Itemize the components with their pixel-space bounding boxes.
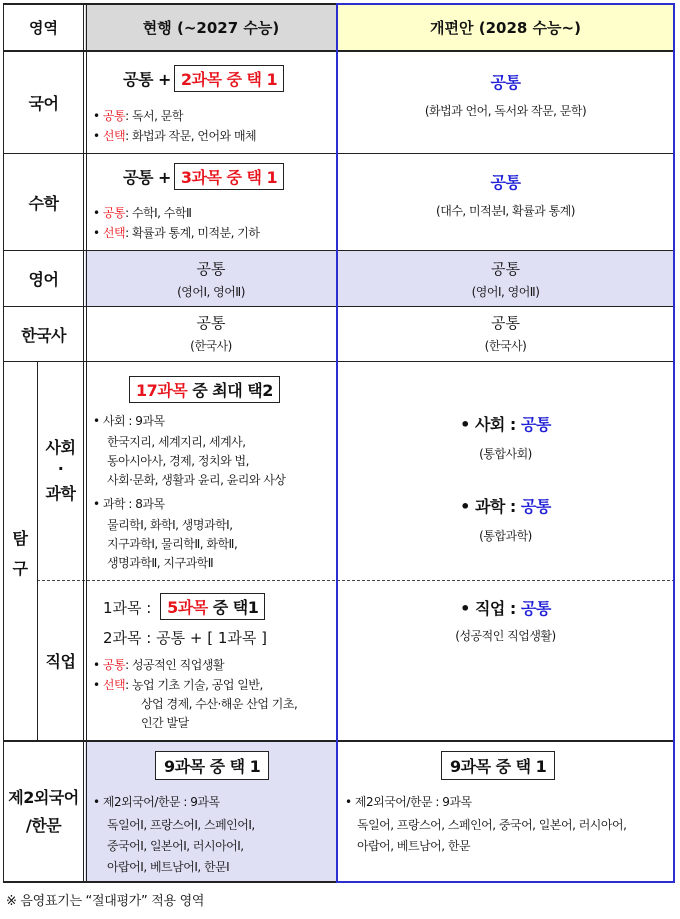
voc-elective-line-2: 상업 경제, 수산·해운 산업 기초, [141,697,298,711]
korean-current-title: 공통 + 2과목 중 택 1 [123,65,284,92]
science-head: • 과학 : 8과목 [93,497,165,511]
history-label: 한국사 [21,325,66,345]
foreign-reform-box: 9과목 중 택 1 [441,751,555,780]
history-reform-sub: (한국사) [484,338,527,353]
english-current-sub: (영어Ⅰ, 영어Ⅱ) [177,284,245,299]
voc-elective-line-3: 인간 발달 [141,716,189,730]
soc-sci-label-3: 과학 [45,483,76,503]
foreign-current-line-2: 중국어Ⅰ, 일본어Ⅰ, 러시아어Ⅰ, [107,839,244,853]
header-reform: 개편안 (2028 수능~) [430,18,581,37]
math-reform-sub: (대수, 미적분Ⅰ, 확률과 통계) [436,203,575,218]
history-current-sub: (한국사) [190,338,232,353]
voc-reform-sub: (성공적인 직업생활) [455,628,556,643]
science-line-1: 물리학Ⅰ, 화학Ⅰ, 생명과학Ⅰ, [107,518,233,532]
footnote: ※ 음영표기는 “절대평가” 적용 영역 [6,894,205,909]
math-current-common: • 공통: 수학Ⅰ, 수학Ⅱ [93,206,192,220]
social-line-1: 한국지리, 세계지리, 세계사, [107,435,246,449]
foreign-label-2: /한문 [25,815,62,835]
korean-reform-title: 공통 [490,72,521,92]
english-reform-sub: (영어Ⅰ, 영어Ⅱ) [471,284,540,299]
korean-current-elective: • 선택: 화법과 작문, 언어와 매체 [93,129,257,143]
foreign-current-line-3: 아랍어Ⅰ, 베트남어Ⅰ, 한문Ⅰ [107,860,230,874]
foreign-reform-line-2: 아랍어, 베트남어, 한문 [357,839,471,853]
history-current-title: 공통 [196,313,226,332]
soc-reform-title: • 사회 : 공통 [460,414,551,434]
korean-label: 국어 [28,94,59,113]
voc-common: • 공통: 성공적인 직업생활 [93,658,225,672]
foreign-current-box: 9과목 중 택 1 [155,751,269,780]
social-head: • 사회 : 9과목 [93,414,165,428]
voc-reform-title: • 직업 : 공통 [460,598,551,618]
voc-line1: 1과목 : 5과목 중 택1 [103,593,265,620]
math-current-elective: • 선택: 확률과 통계, 미적분, 기하 [93,226,260,240]
voc-elective: • 선택: 농업 기초 기술, 공업 일반, [93,678,263,692]
korean-current-common: • 공통: 독서, 문학 [93,109,183,123]
soc-sci-label-1: 사회 [45,437,76,457]
sci-reform-title: • 과학 : 공통 [460,496,551,516]
math-reform-title: 공통 [490,172,521,192]
english-reform-title: 공통 [491,259,520,278]
social-line-3: 사회·문화, 생활과 윤리, 윤리와 사상 [107,473,286,487]
foreign-label-1: 제2외국어 [8,787,79,807]
inquiry-label-2: 구 [12,558,28,578]
math-label: 수학 [28,193,59,213]
header-current: 현행 (~2027 수능) [142,18,280,37]
korean-elective-box: 2과목 중 택 1 [174,65,284,92]
science-line-2: 지구과학Ⅰ, 물리학Ⅱ, 화학Ⅱ, [107,537,238,551]
soc-reform-sub: (통합사회) [479,446,532,461]
social-line-2: 동아시아사, 경제, 정치와 법, [107,454,249,468]
foreign-current-head: • 제2외국어/한문 : 9과목 [93,795,220,809]
english-label: 영어 [28,270,59,289]
soc-sci-label-2: · [57,458,64,478]
soc-sci-current-box: 17과목 중 최대 택2 [129,376,280,403]
math-elective-box: 3과목 중 택 1 [174,163,284,190]
english-current-title: 공통 [196,259,226,278]
inquiry-label-1: 탐 [12,528,28,548]
comparison-table [3,3,675,883]
voc-line2: 2과목 : 공통 + [ 1과목 ] [103,629,267,647]
vocational-label: 직업 [45,652,76,671]
foreign-current-line-1: 독일어Ⅰ, 프랑스어Ⅰ, 스페인어Ⅰ, [107,818,255,832]
history-reform-title: 공통 [491,313,520,332]
math-current-title: 공통 + 3과목 중 택 1 [123,163,284,190]
header-area: 영역 [29,18,58,37]
korean-reform-sub: (화법과 언어, 독서와 작문, 문학) [424,103,587,118]
foreign-reform-head: • 제2외국어/한문 : 9과목 [345,795,472,809]
foreign-reform-line-1: 독일어, 프랑스어, 스페인어, 중국어, 일본어, 러시아어, [357,818,627,832]
sci-reform-sub: (통합과학) [479,528,532,543]
science-line-3: 생명과학Ⅱ, 지구과학Ⅱ [107,556,214,570]
